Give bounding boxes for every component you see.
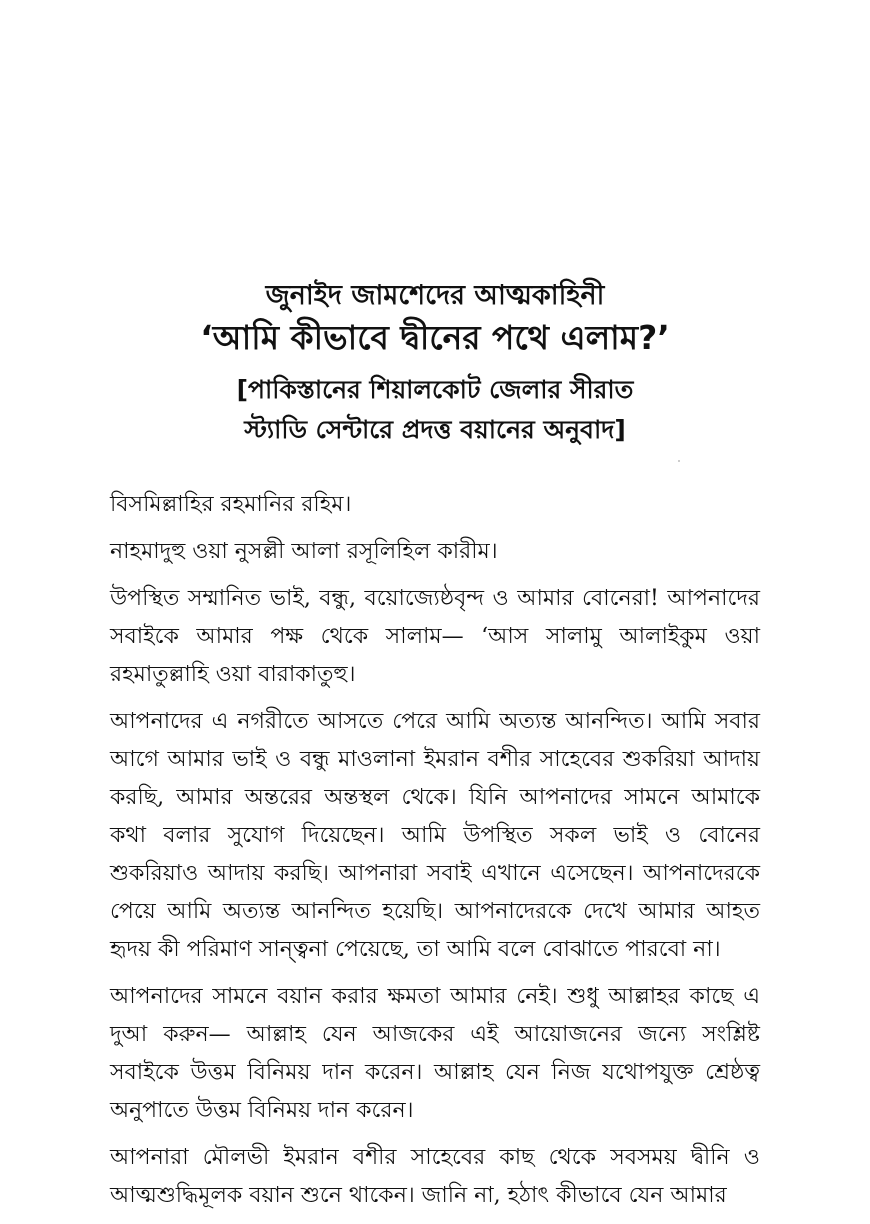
main-title: ‘আমি কীভাবে দ্বীনের পথে এলাম?’ — [200, 318, 670, 357]
paragraph-gratitude: আপনাদের এ নগরীতে আসতে পেরে আমি অত্যন্ত আনন্দিত। আমি সবার আগে আমার ভাই ও বন্ধু মাওলানা ইমরান বশীর সাহেবের শুকরিয়া আদায় করছি, আমার অন্তরের অন্তস্থল থেকে। যিনি আপনাদের সামনে আমাকে কথা বলার সুযোগ দিয়েছেন। আমি উপস্থিত সকল ভাই ও বোনের শুকরিয়াও আদায় করছি। আপনারা সবাই এখানে এসেছেন। আপনাদেরকে পেয়ে আমি অত্যন্ত আনন্দিত হয়েছি। আপনাদেরকে দেখে আমার আহত হৃদয় কী পরিমাণ সান্ত্বনা পেয়েছে, তা আমি বলে বোঝাতে পারবো না। — [110, 709, 760, 962]
heading-block — [0, 278, 870, 450]
scan-speck — [678, 460, 680, 462]
paragraph-dua: আপনাদের সামনে বয়ান করার ক্ষমতা আমার নেই। শুধু আল্লাহর কাছে এ দুআ করুন— আল্লাহ যেন আজকের এই আয়োজনের জন্যে সংশ্লিষ্ট সবাইকে উত্তম বিনিময় দান করেন। আল্লাহ যেন নিজ যথোপযুক্ত শ্রেষ্ঠত্ব অনুপাতে উত্তম বিনিময় দান করেন। — [110, 984, 760, 1123]
subtitle — [0, 370, 870, 450]
paragraph-greeting: উপস্থিত সম্মানিত ভাই, বন্ধু, বয়োজ্যেষ্ঠবৃন্দ ও আমার বোনেরা! আপনাদের সবাইকে আমার পক্ষ থেকে সালাম— ‘আস সালামু আলাইকুম ওয়া রহমাতুল্লাহি ওয়া বারাকাতুহু। — [110, 586, 760, 687]
paragraph-continuation: আপনারা মৌলভী ইমরান বশীর সাহেবের কাছ থেকে সবসময় দ্বীনি ও আত্মশুদ্ধিমূলক বয়ান শুনে থাকেন। জানি না, হঠাৎ কীভাবে যেন আমার — [110, 1145, 760, 1208]
body-text — [110, 486, 760, 1224]
subtitle-line-2: স্ট্যাডি সেন্টারে প্রদত্ত বয়ানের অনুবাদ] — [244, 415, 626, 444]
paragraph-hamd: নাহমাদুহু ওয়া নুসল্লী আলা রসূলিহিল কারীম। — [110, 539, 498, 564]
subtitle-line-1: [পাকিস্তানের শিয়ালকোট জেলার সীরাত — [236, 375, 634, 404]
author-line: জুনাইদ জামশেদের আত্মকাহিনী — [265, 280, 605, 311]
paragraph-bismillah: বিসমিল্লাহির রহমানির রহিম। — [110, 492, 352, 517]
